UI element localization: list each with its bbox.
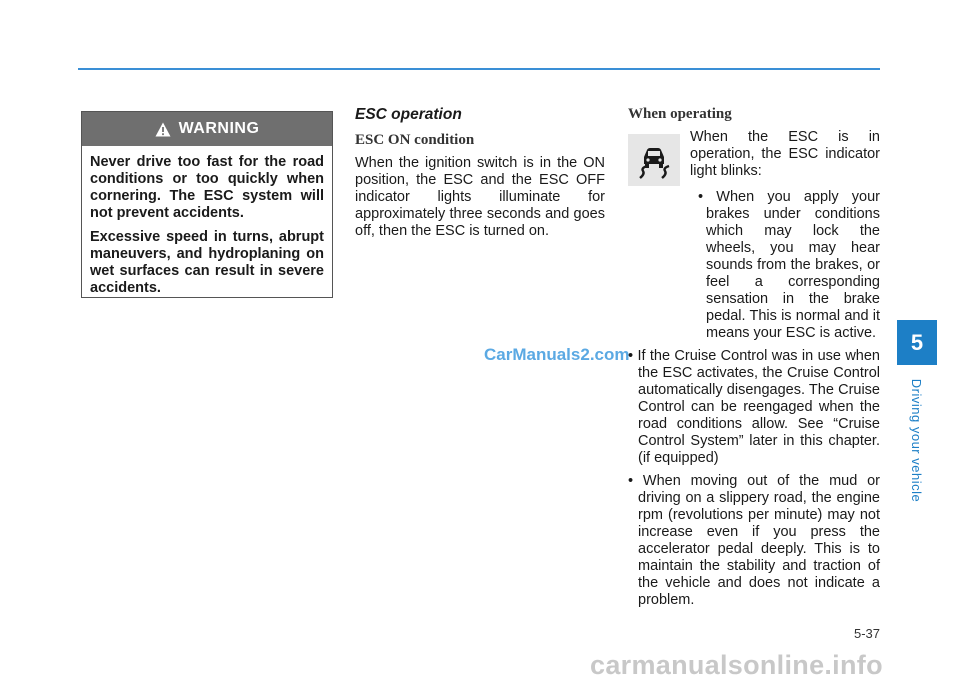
warning-box bbox=[81, 111, 333, 298]
warning-paragraph: Never drive too fast for the road conditions or too quickly when cornering. The ESC system will not prevent accidents. bbox=[90, 154, 324, 221]
page-number: 5-37 bbox=[853, 626, 880, 641]
esc-on-condition-heading: ESC ON condition bbox=[355, 132, 475, 148]
cruise-control-bullet: • If the Cruise Control was in use when the ESC activates, the Cruise Control automatically disengages. The Cruise Control can be reengaged when the road conditions allow. See “Cruise Control System” later in this chapter. (if equipped) bbox=[628, 348, 880, 466]
warning-triangle-icon bbox=[155, 122, 171, 137]
brake-sub-bullet: • When you apply your brakes under conditions which may lock the wheels, you may hear sounds from the brakes, or feel a corresponding sensation in the brake pedal. This is normal and it means your ESC is active. bbox=[698, 189, 880, 341]
top-rule bbox=[78, 68, 880, 70]
esc-operation-heading: ESC operation bbox=[355, 106, 462, 123]
mud-bullet: • When moving out of the mud or driving on a slippery road, the engine rpm (revolutions per minute) may not increase even if you press the accelerator pedal deeply. This is to maintain the stability and traction of the vehicle and does not indicate a problem. bbox=[628, 473, 880, 608]
warning-title: WARNING bbox=[178, 120, 260, 137]
when-operating-section bbox=[628, 106, 880, 609]
esc-indicator-icon bbox=[628, 134, 680, 186]
esc-operation-section bbox=[355, 106, 605, 240]
esc-on-condition-text: When the ignition switch is in the ON position, the ESC and the ESC OFF indicator lights illuminate for approximately three seconds and goes off, then the ESC is turned on. bbox=[355, 155, 605, 239]
chapter-number-tab: 5 bbox=[897, 320, 937, 365]
esc-blinks-text: When the ESC is in operation, the ESC indicator light blinks: bbox=[690, 129, 880, 179]
when-operating-heading: When operating bbox=[628, 106, 732, 122]
chapter-label-text: Driving your vehicle bbox=[909, 378, 925, 502]
esc-indicator-row bbox=[628, 129, 880, 183]
warning-body bbox=[82, 146, 332, 297]
warning-paragraph: Excessive speed in turns, abrupt maneuvers, and hydroplaning on wet surfaces can result in severe accidents. bbox=[90, 229, 324, 296]
watermark-middle[interactable]: CarManuals2.com bbox=[484, 345, 630, 364]
chapter-label bbox=[897, 375, 937, 505]
warning-header bbox=[82, 112, 332, 146]
watermark-bottom[interactable]: carmanualsonline.info bbox=[590, 650, 883, 680]
